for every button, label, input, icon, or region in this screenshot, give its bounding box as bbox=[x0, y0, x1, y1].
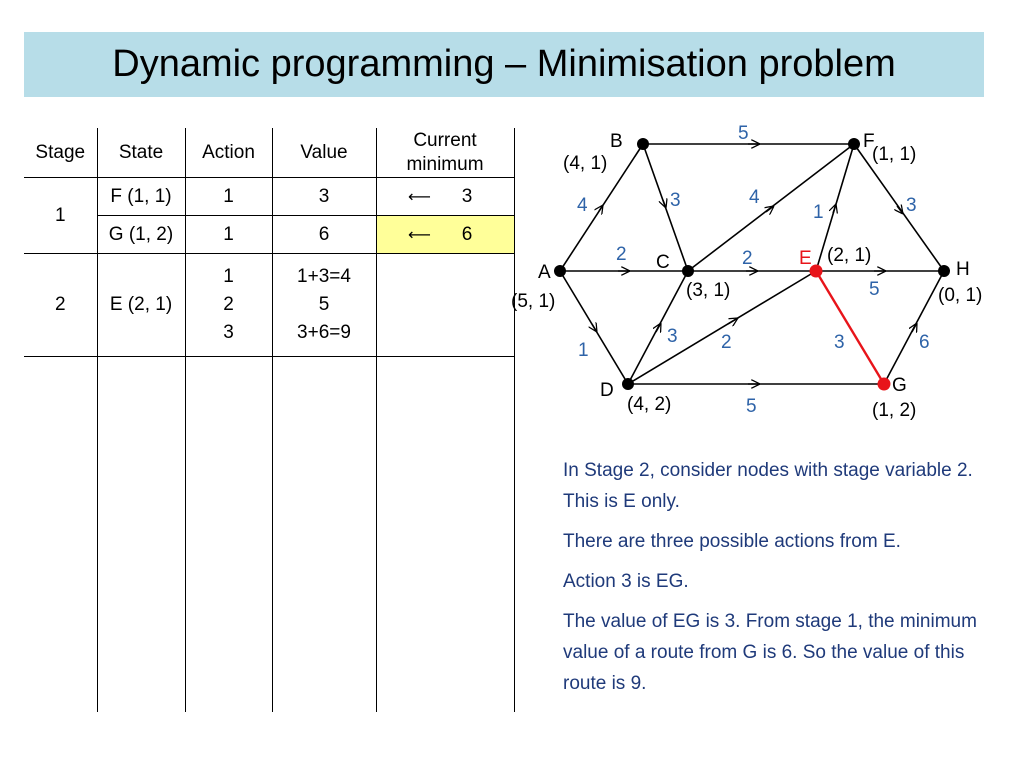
node-b bbox=[637, 138, 649, 150]
explanation-line-2: There are three possible actions from E. bbox=[563, 531, 901, 552]
coord-c: (3, 1) bbox=[686, 280, 731, 301]
action-cell: 1 bbox=[185, 216, 272, 254]
arrow-cf-icon bbox=[766, 206, 774, 212]
node-label-d: D bbox=[600, 380, 614, 401]
empty-cell bbox=[376, 357, 514, 713]
left-arrow-icon: ⟵ bbox=[408, 226, 431, 244]
header-current-minimum: Current minimum bbox=[376, 128, 514, 178]
arrow-ad-icon bbox=[592, 324, 597, 332]
header-stage: Stage bbox=[24, 128, 97, 178]
value-cell: 6 bbox=[272, 216, 376, 254]
current-min-value: 3 bbox=[461, 185, 473, 207]
node-a bbox=[554, 265, 566, 277]
arrow-de-icon bbox=[728, 318, 738, 324]
header-state: State bbox=[97, 128, 185, 178]
coord-d: (4, 2) bbox=[627, 394, 672, 415]
node-label-c: C bbox=[656, 252, 670, 273]
coord-f: (1, 1) bbox=[872, 144, 917, 165]
node-label-a: A bbox=[538, 262, 551, 283]
value-2: 5 bbox=[318, 294, 330, 315]
left-arrow-icon: ⟵ bbox=[408, 188, 431, 206]
coord-a: (5, 1) bbox=[511, 291, 556, 312]
node-label-h: H bbox=[956, 259, 970, 280]
arrow-gh-icon bbox=[912, 323, 917, 332]
arrow-dc-icon bbox=[656, 323, 661, 332]
node-label-e: E bbox=[799, 248, 812, 269]
weight-eg: 3 bbox=[834, 332, 845, 353]
coord-b: (4, 1) bbox=[563, 153, 608, 174]
empty-cell bbox=[97, 357, 185, 713]
explanation-line-4: The value of EG is 3. From stage 1, the minimum value of a route from G is 6. So the value of this route is 9. bbox=[563, 611, 977, 694]
weight-gh: 6 bbox=[919, 332, 930, 353]
dp-table bbox=[24, 128, 515, 712]
weight-cf: 4 bbox=[749, 187, 760, 208]
action-2: 2 bbox=[223, 294, 234, 315]
action-3: 3 bbox=[223, 322, 234, 343]
weight-dg: 5 bbox=[746, 396, 757, 417]
weight-eh: 5 bbox=[869, 279, 880, 300]
node-label-b: B bbox=[610, 131, 623, 152]
state-cell: E (2, 1) bbox=[97, 254, 185, 357]
node-label-f: F bbox=[863, 131, 875, 152]
empty-cell bbox=[24, 357, 97, 713]
header-value: Value bbox=[272, 128, 376, 178]
weight-ce: 2 bbox=[742, 248, 753, 269]
stage-1-cell: 1 bbox=[24, 178, 97, 254]
weight-ef: 1 bbox=[813, 202, 824, 223]
weight-fh: 3 bbox=[906, 195, 917, 216]
network-graph bbox=[508, 118, 1008, 438]
weight-dc: 3 bbox=[667, 326, 678, 347]
state-cell: G (1, 2) bbox=[97, 216, 185, 254]
current-min-cell bbox=[376, 254, 514, 357]
node-h bbox=[938, 265, 950, 277]
title-bar bbox=[24, 32, 984, 97]
node-g-highlighted bbox=[878, 378, 891, 391]
weight-bc: 3 bbox=[670, 190, 681, 211]
node-c bbox=[682, 265, 694, 277]
current-min-cell-highlighted bbox=[376, 216, 514, 254]
value-3: 3+6=9 bbox=[297, 322, 351, 343]
page-title: Dynamic programming – Minimisation problem bbox=[112, 43, 896, 85]
arrow-fh-icon bbox=[897, 206, 903, 214]
weight-de: 2 bbox=[721, 332, 732, 353]
table-row bbox=[24, 178, 514, 216]
node-f bbox=[848, 138, 860, 150]
empty-cell bbox=[272, 357, 376, 713]
value-cell: 3 bbox=[272, 178, 376, 216]
node-coordinates bbox=[511, 144, 982, 421]
current-min-cell bbox=[376, 178, 514, 216]
current-min-value: 6 bbox=[461, 223, 473, 245]
explanation-line-3: Action 3 is EG. bbox=[563, 571, 689, 592]
weight-ad: 1 bbox=[578, 340, 589, 361]
node-d bbox=[622, 378, 634, 390]
weight-ac: 2 bbox=[616, 244, 627, 265]
action-cell: 1 bbox=[185, 178, 272, 216]
coord-g: (1, 2) bbox=[872, 400, 917, 421]
state-cell: F (1, 1) bbox=[97, 178, 185, 216]
table-row bbox=[24, 254, 514, 357]
table-header-row bbox=[24, 128, 514, 178]
weight-bf: 5 bbox=[738, 123, 749, 144]
weight-ab: 4 bbox=[577, 195, 588, 216]
header-action: Action bbox=[185, 128, 272, 178]
empty-cell bbox=[185, 357, 272, 713]
action-cell bbox=[185, 254, 272, 357]
coord-h: (0, 1) bbox=[938, 285, 983, 306]
stage-2-cell: 2 bbox=[24, 254, 97, 357]
arrow-ab-icon bbox=[599, 205, 603, 211]
explanation-line-1: In Stage 2, consider nodes with stage variable 2. This is E only. bbox=[563, 460, 973, 512]
explanation-text bbox=[563, 455, 993, 708]
value-cell bbox=[272, 254, 376, 357]
table-row-empty bbox=[24, 357, 514, 713]
table-row bbox=[24, 216, 514, 254]
value-1: 1+3=4 bbox=[297, 266, 351, 287]
action-1: 1 bbox=[223, 266, 234, 287]
coord-e: (2, 1) bbox=[827, 245, 872, 266]
node-label-g: G bbox=[892, 375, 907, 396]
